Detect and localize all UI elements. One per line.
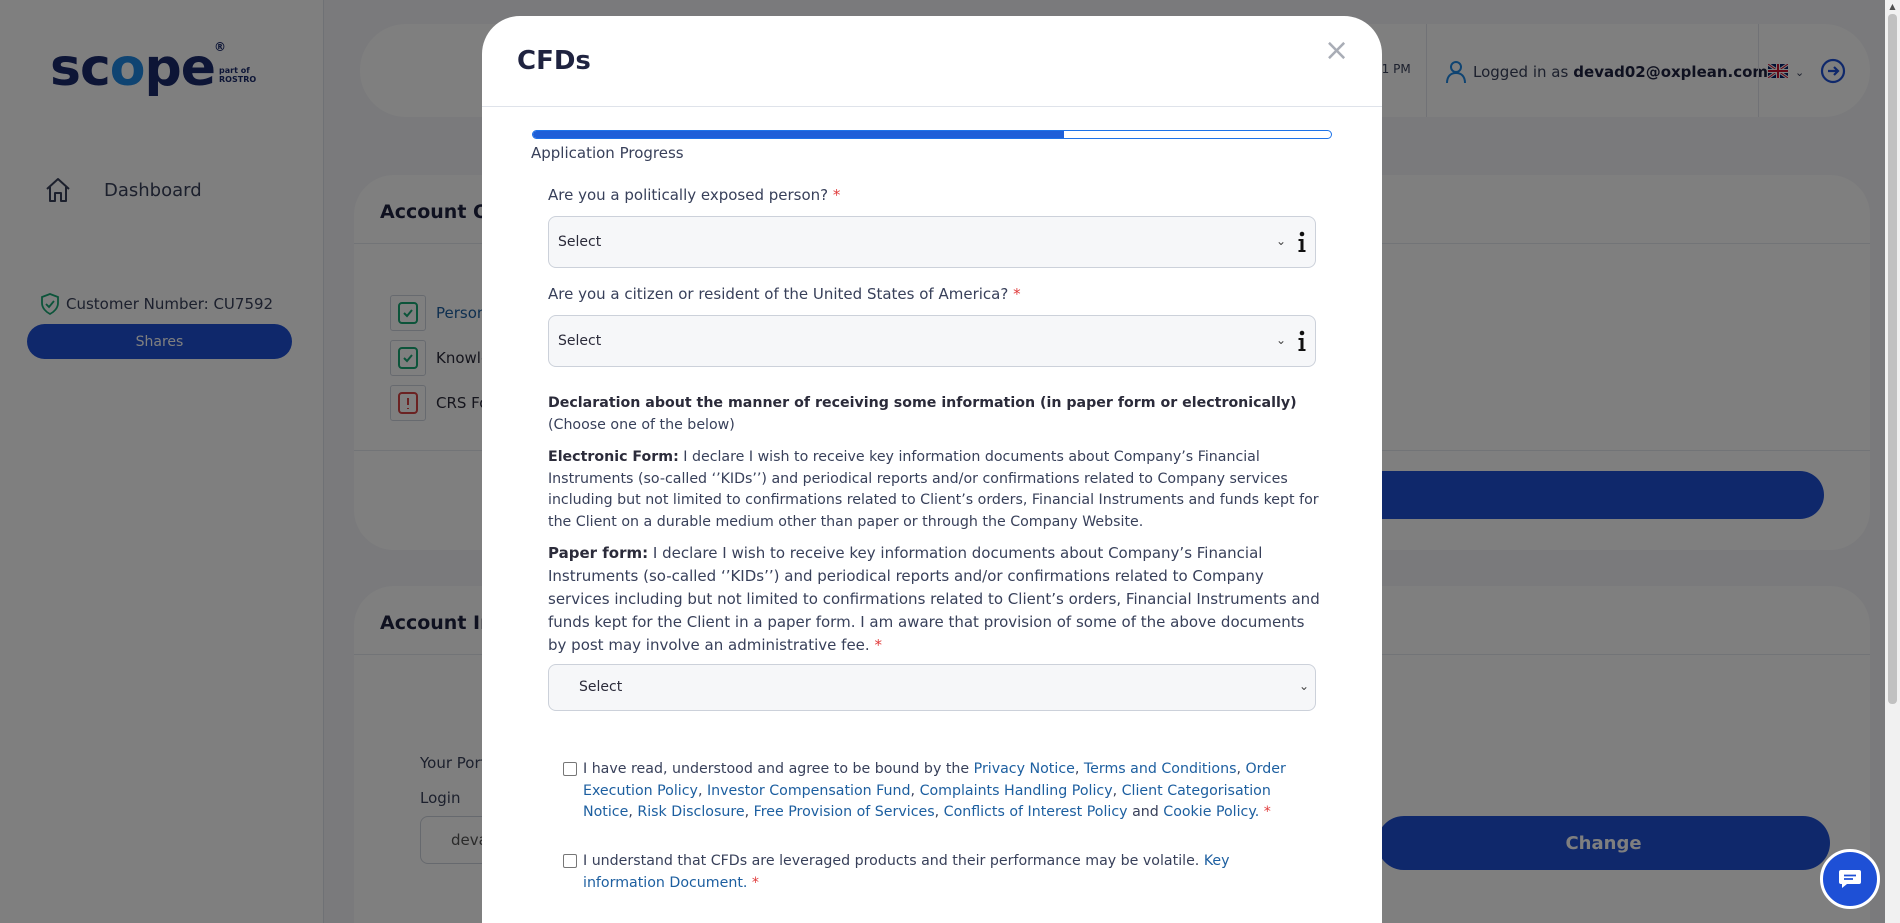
us-person-question-label: Are you a citizen or resident of the United States of America? * (548, 285, 1021, 303)
terms-and-conditions-link[interactable]: Terms and Conditions (1083, 761, 1237, 777)
order-execution-policy-link[interactable]: Order Execution Policy (583, 761, 1286, 799)
progress-fill (533, 131, 1064, 138)
required-mark: * (874, 636, 882, 654)
chat-button[interactable] (1820, 849, 1880, 909)
investor-compensation-fund-link[interactable]: Investor Compensation Fund (706, 782, 911, 799)
declaration-heading: Declaration about the manner of receiving some information (in paper form or electronically) (Choose one of the below) (548, 395, 1297, 433)
chat-icon (1837, 867, 1863, 891)
delivery-method-select[interactable] (548, 664, 1316, 711)
select-value: Select (579, 679, 623, 695)
pep-select[interactable] (548, 216, 1316, 268)
modal-header (482, 16, 1382, 107)
complaints-handling-policy-link[interactable]: Complaints Handling Policy (919, 782, 1113, 799)
modal-title: CFDs (517, 46, 591, 76)
info-icon[interactable] (1295, 329, 1309, 353)
cfd-risk-checkbox[interactable] (563, 854, 577, 868)
required-mark: * (1263, 804, 1271, 820)
scroll-thumb[interactable] (1888, 14, 1897, 704)
application-progress-bar (532, 130, 1332, 139)
privacy-notice-link[interactable]: Privacy Notice (973, 761, 1075, 777)
pep-question-label: Are you a politically exposed person? * (548, 186, 841, 204)
chevron-down-icon: ⌄ (1299, 679, 1310, 693)
select-value: Select (558, 234, 602, 250)
terms-agreement-text: I have read, understood and agree to be bound by the Privacy Notice, Terms and Conditions, Order Execution Policy, Investor Compensation Fund, Complaints Handling Policy, Client Categorisation Notice, Risk Disclosure, Free Provision of Services, Conflicts of Interest Policy and Cookie Policy. * (583, 761, 1286, 820)
page-scrollbar[interactable] (1885, 0, 1900, 923)
chevron-down-icon: ⌄ (1276, 333, 1287, 347)
cookie-policy-link[interactable]: Cookie Policy. (1163, 804, 1260, 820)
required-mark: * (832, 186, 841, 204)
client-categorisation-notice-link[interactable]: Client Categorisation Notice (583, 782, 1271, 820)
cfds-modal (482, 16, 1382, 923)
chevron-down-icon: ⌄ (1276, 234, 1287, 248)
terms-checkbox[interactable] (563, 762, 577, 776)
scroll-up-arrow-icon[interactable]: ▲ (1889, 2, 1896, 11)
info-icon[interactable] (1295, 230, 1309, 254)
select-value: Select (558, 333, 602, 349)
required-mark: * (1013, 285, 1021, 303)
free-provision-of-services-link[interactable]: Free Provision of Services (753, 804, 935, 820)
key-information-document-link[interactable]: Key information Document. (583, 853, 1230, 891)
risk-disclosure-link[interactable]: Risk Disclosure (637, 804, 745, 820)
paper-form-text: Paper form: I declare I wish to receive key information documents about Company’s Financial Instruments (so-called ‘’KIDs’’) and periodical reports and/or confirmations related to Company services including but not limited to confirmations related to Client’s orders, Financial Instruments and funds kept for the Client in a paper form. I am aware that provision of some of the above documents by post may involve an administrative fee. * (548, 544, 1320, 654)
cfd-risk-text: I understand that CFDs are leveraged products and their performance may be volatile. Key information Document. * (583, 853, 1230, 891)
required-mark: * (751, 874, 760, 891)
conflicts-of-interest-policy-link[interactable]: Conflicts of Interest Policy (943, 804, 1128, 820)
electronic-form-text: Electronic Form: I declare I wish to receive key information documents about Company’s Financial Instruments (so-called ‘’KIDs’’) and periodical reports and/or confirmations related to Company services including but not limited to confirmations related to Client’s orders, Financial Instruments and funds kept for the Client on a durable medium other than paper or through the Company Website. (548, 449, 1319, 530)
progress-label: Application Progress (531, 144, 684, 162)
close-icon[interactable]: × (1324, 33, 1350, 68)
us-person-select[interactable] (548, 315, 1316, 367)
